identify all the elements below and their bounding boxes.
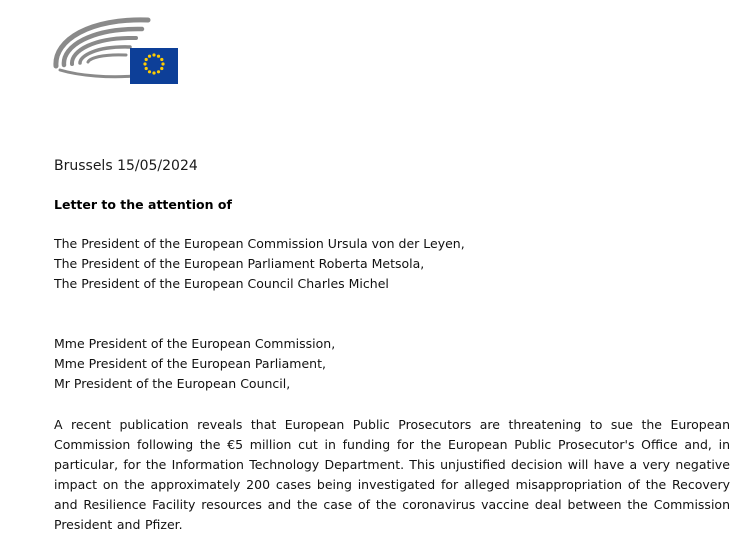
recipients-block (54, 234, 465, 294)
recipient-line: The President of the European Council Charles Michel (54, 276, 389, 291)
salutation-line: Mme President of the European Commission, (54, 336, 336, 351)
letter-heading: Letter to the attention of (54, 197, 232, 212)
salutation-line: Mr President of the European Council, (54, 376, 291, 391)
body-paragraph: A recent publication reveals that European Public Prosecutors are threatening to sue the European Commission following the €5 million cut in funding for the European Public Prosecutor's Office and, in particular, for the Information Technology Department. This unjustified decision will have a very negative impact on the approximately 200 cases being investigated for alleged misappropriation of the Recovery and Resilience Facility resources and the case of the coronavirus vaccine deal between the Commission President and Pfizer. (54, 417, 730, 532)
salutation-line: Mme President of the European Parliament, (54, 356, 326, 371)
recipient-line: The President of the European Commission Ursula von der Leyen, (54, 236, 465, 251)
salutations-block (54, 334, 335, 394)
eu-flag-icon (130, 48, 178, 84)
european-parliament-logo-icon (50, 12, 182, 90)
letter-date: Brussels 15/05/2024 (54, 158, 198, 174)
recipient-line: The President of the European Parliament Roberta Metsola, (54, 256, 425, 271)
